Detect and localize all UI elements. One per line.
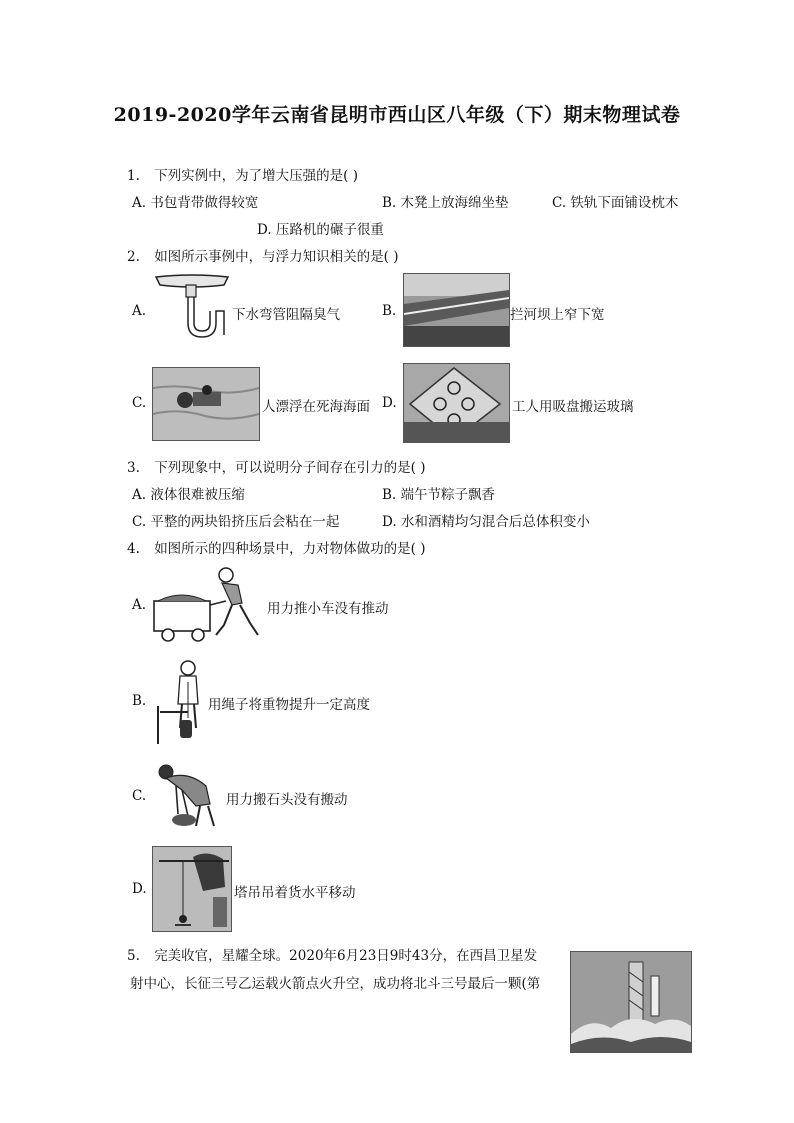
option-a: A. 液体很难被压缩: [132, 487, 245, 503]
option-c-letter: C.: [132, 395, 147, 411]
rope-lift-illustration: [152, 658, 208, 744]
question-number: 3.: [127, 460, 140, 476]
option-a-caption: 用力推小车没有推动: [267, 601, 389, 617]
question-3: [127, 456, 426, 476]
option-d-letter: D.: [382, 395, 397, 411]
option-b: B. 木凳上放海绵坐垫: [382, 195, 509, 211]
option-d-letter: D.: [132, 881, 147, 897]
question-stem: 如图所示事例中，与浮力知识相关的是( ): [154, 249, 399, 265]
page-title: 2019-2020学年云南省昆明市西山区八年级（下）期末物理试卷: [113, 104, 681, 126]
option-d: D. 水和酒精均匀混合后总体积变小: [382, 514, 590, 530]
question-number: 1.: [127, 168, 140, 184]
question-stem-line2: 射中心，长征三号乙运载火箭点火升空，成功将北斗三号最后一颗(第: [130, 976, 541, 992]
option-d: D. 压路机的碾子很重: [257, 222, 384, 238]
question-5: [127, 944, 537, 964]
option-c-caption: 用力搬石头没有搬动: [226, 792, 348, 808]
question-1: [127, 164, 358, 184]
option-a: A. 书包背带做得较宽: [132, 195, 259, 211]
question-stem-line1: 完美收官，星耀全球。2020年6月23日9时43分，在西昌卫星发: [154, 948, 538, 964]
option-b-letter: B.: [382, 303, 397, 319]
tower-crane-photo: [152, 846, 232, 932]
question-stem: 下列实例中，为了增大压强的是( ): [154, 168, 359, 184]
question-stem: 如图所示的四种场景中，力对物体做功的是( ): [154, 541, 426, 557]
question-2: [127, 245, 399, 265]
question-number: 2.: [127, 249, 140, 265]
push-cart-illustration: [152, 565, 264, 643]
option-c-letter: C.: [132, 788, 147, 804]
option-d-caption: 工人用吸盘搬运玻璃: [512, 399, 634, 415]
option-a-letter: A.: [132, 303, 147, 319]
option-b-caption: 用绳子将重物提升一定高度: [208, 697, 370, 713]
question-stem: 下列现象中，可以说明分子间存在引力的是( ): [154, 460, 426, 476]
question-number: 4.: [127, 541, 140, 557]
question-number: 5.: [127, 948, 140, 964]
option-b-caption: 拦河坝上窄下宽: [510, 307, 605, 323]
option-b-letter: B.: [132, 693, 147, 709]
glass-lifting-photo: [403, 363, 510, 443]
question-4: [127, 537, 426, 557]
rocket-launch-photo: [570, 951, 692, 1053]
drain-trap-illustration: [152, 271, 232, 343]
option-c-caption: 人漂浮在死海海面: [262, 399, 370, 415]
lift-stone-illustration: [152, 760, 222, 830]
option-a-letter: A.: [132, 597, 147, 613]
dam-photo: [403, 273, 510, 347]
option-d-caption: 塔吊吊着货水平移动: [234, 885, 356, 901]
dead-sea-photo: [152, 367, 260, 441]
option-b: B. 端午节粽子飘香: [382, 487, 496, 503]
option-c: C. 平整的两块铅挤压后会粘在一起: [132, 514, 340, 530]
option-c: C. 铁轨下面铺设枕木: [552, 195, 679, 211]
option-a-caption: 下水弯管阻隔臭气: [232, 307, 340, 323]
